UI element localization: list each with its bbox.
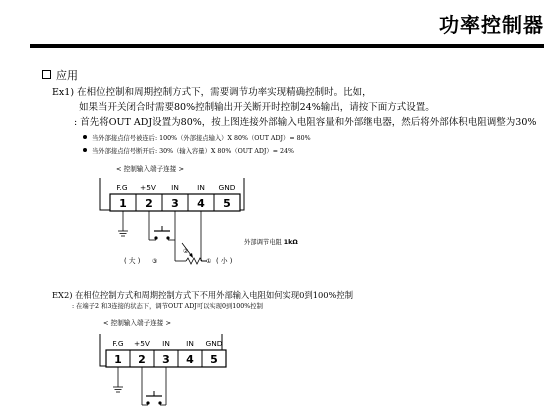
terminal-label: IN — [162, 339, 170, 348]
terminal-number: 1 — [114, 353, 122, 366]
terminal-number: 3 — [162, 353, 170, 366]
terminal-number: 3 — [171, 197, 179, 210]
page-title: 功率控制器 — [439, 13, 544, 37]
resistor-small-label: ( 小 ) — [216, 257, 233, 265]
ex1-bullet-closed — [83, 133, 311, 142]
terminal-label: F.G — [112, 339, 124, 348]
ex2-terminal-diagram — [92, 331, 252, 419]
bullet-dot-icon — [83, 135, 87, 139]
bullet-text: 当外部接点信号被连后: 100%（外部接点输入）X 80%（OUT ADJ）= 80% — [92, 135, 311, 142]
terminal-number: 5 — [210, 353, 218, 366]
bullet-dot-icon — [83, 148, 87, 152]
resistor-pin: ③ — [152, 258, 158, 265]
terminal-number: 4 — [197, 197, 205, 210]
terminal-label: IN — [171, 183, 179, 192]
ex1-terminal-diagram — [90, 175, 250, 280]
terminal-label: GND — [205, 339, 223, 348]
ex1-bullet-open — [83, 146, 294, 155]
ex1-intro-line: Ex1) 在相位控制和周期控制方式下，需要调节功率实现精确控制时。比如， — [52, 87, 372, 98]
resistor-pin: ② — [183, 248, 189, 255]
resistor-note — [244, 237, 298, 246]
resistor-label: 外部调节电阻 — [244, 239, 282, 246]
section-title: 应用 — [56, 69, 78, 82]
bullet-text: 当外部接点信号断开后: 30%（输入容量）X 80%（OUT ADJ）= 24% — [92, 148, 295, 155]
resistor-value: 1kΩ — [283, 239, 298, 246]
ex1-instruction-line: : 首先将OUT ADJ设置为80%，按上图连接外部输入电阻容量和外部继电器，然后将外部体积电阻调整为30% — [74, 117, 537, 128]
terminal-number: 2 — [138, 353, 146, 366]
resistor-large-label: ( 大 ) — [124, 257, 141, 265]
terminal-number: 5 — [223, 197, 231, 210]
resistor-icon — [186, 258, 202, 264]
terminal-label: F.G — [116, 183, 128, 192]
terminal-label: +5V — [140, 183, 156, 192]
resistor-pin: ① — [206, 258, 212, 265]
ex2-connector-caption: < 控制输入端子连接 > — [103, 319, 171, 327]
ex2-intro-line: EX2) 在相位控制方式和周期控制方式下不用外部输入电阻如何实现0到100%控制 — [52, 290, 354, 300]
section-heading — [42, 67, 78, 83]
square-bullet-icon — [42, 70, 51, 79]
terminal-label: IN — [186, 339, 194, 348]
terminal-label: IN — [197, 183, 205, 192]
terminal-number: 2 — [145, 197, 153, 210]
terminal-label: GND — [218, 183, 236, 192]
title-divider — [30, 44, 544, 48]
terminal-number: 4 — [186, 353, 194, 366]
ex1-example-line: 如果当开关闭合时需要80%控制输出开关断开时控制24%输出，请按下面方式设置。 — [79, 102, 435, 113]
terminal-number: 1 — [119, 197, 127, 210]
terminal-label: +5V — [134, 339, 150, 348]
ex2-instruction-line: : 在端子2 和3连接的状态下，调节OUT ADJ可以实现0到100%控制 — [72, 303, 263, 310]
ex1-connector-caption: < 控制输入端子连接 > — [116, 165, 184, 173]
